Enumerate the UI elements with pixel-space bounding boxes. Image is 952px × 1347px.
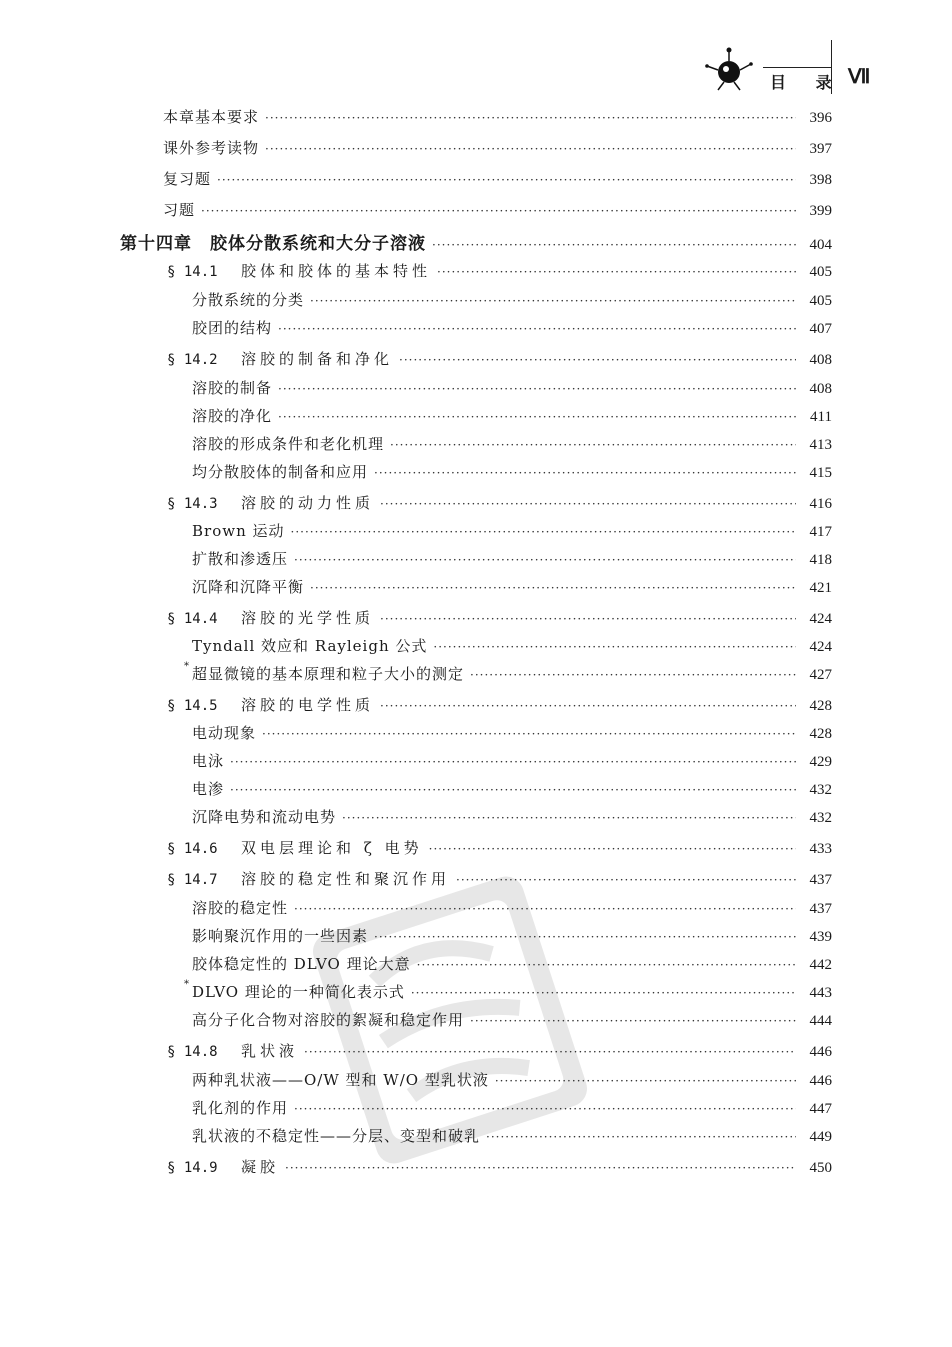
toc-page-number: 421	[809, 580, 832, 596]
toc-entry	[184, 661, 832, 685]
toc-leader-dots	[230, 755, 796, 769]
toc-page-number: 407	[809, 321, 832, 337]
toc-entry-title: 影响聚沉作用的一些因素	[192, 927, 369, 945]
toc-entry-title: 胶团的结构	[192, 319, 273, 337]
toc-entry-title: Brown 运动	[192, 522, 285, 540]
toc-page-number: 408	[809, 352, 832, 368]
toc-page-number: 411	[810, 409, 832, 425]
toc-leader-dots	[433, 640, 796, 654]
optional-marker-icon: *	[184, 661, 189, 672]
toc-section-entry	[167, 868, 832, 890]
toc-entry-title: 习题	[163, 201, 196, 219]
toc-leader-dots	[486, 1130, 796, 1144]
toc-page-number: 424	[809, 639, 832, 655]
toc-page-number: 405	[809, 264, 832, 280]
toc-section-number: § 14.1	[167, 264, 218, 280]
toc-entry	[192, 405, 832, 427]
toc-entry-title: 溶胶的电学性质	[241, 696, 375, 714]
toc-leader-dots	[285, 1161, 796, 1175]
toc-entry-title: 乳化剂的作用	[192, 1099, 289, 1117]
toc-entry-title: 均分散胶体的制备和应用	[192, 463, 369, 481]
toc-page-number: 408	[809, 381, 832, 397]
toc-section-number: § 14.2	[167, 352, 218, 368]
toc-section-entry	[167, 1040, 832, 1062]
toc-page-number: 399	[809, 203, 832, 219]
toc-page-number: 447	[809, 1101, 832, 1117]
toc-leader-dots	[278, 322, 796, 336]
toc-entry	[192, 1097, 832, 1119]
toc-entry-title: 沉降电势和流动电势	[192, 808, 337, 826]
toc-page-number: 428	[809, 726, 832, 742]
toc-entry-title: 溶胶的稳定性	[192, 899, 289, 917]
optional-marker-icon: *	[184, 979, 189, 990]
toc-page-number: 449	[809, 1129, 832, 1145]
toc-leader-dots	[495, 1074, 796, 1088]
toc-entry	[192, 722, 832, 744]
toc-section-number: § 14.5	[167, 698, 218, 714]
toc-entry-title: 胶体和胶体的基本特性	[241, 262, 432, 280]
toc-entry	[184, 979, 832, 1003]
toc-section-number: § 14.3	[167, 496, 218, 512]
toc-leader-dots	[470, 1014, 796, 1028]
toc-page-number: 429	[809, 754, 832, 770]
toc-entry-title: 溶胶的光学性质	[241, 609, 375, 627]
chemistry-mascot-icon	[704, 46, 754, 92]
toc-leader-dots	[437, 265, 796, 279]
toc-entry-title: 电渗	[192, 780, 225, 798]
toc-entry-title: 课外参考读物	[163, 139, 260, 157]
toc-leader-dots	[217, 173, 796, 187]
toc-leader-dots	[380, 497, 796, 511]
toc-page-number: 442	[809, 957, 832, 973]
toc-page-number: 405	[809, 293, 832, 309]
toc-entry-title: 两种乳状液——O/W 型和 W/O 型乳状液	[192, 1071, 489, 1089]
toc-entry	[192, 433, 832, 455]
toc-entry	[192, 377, 832, 399]
toc-leader-dots	[265, 142, 796, 156]
toc-leader-dots	[291, 525, 797, 539]
toc-entry-title: Tyndall 效应和 Rayleigh 公式	[192, 637, 428, 655]
toc-entry	[192, 635, 832, 657]
toc-entry-title: 胶体稳定性的 DLVO 理论大意	[192, 955, 411, 973]
toc-entry-title: 溶胶的形成条件和老化机理	[192, 435, 385, 453]
toc-page-number: 397	[809, 141, 832, 157]
toc-entry-title: 溶胶的制备和净化	[241, 350, 394, 368]
toc-section-entry	[167, 260, 832, 282]
toc-section-entry	[167, 607, 832, 629]
toc-page-number: 443	[809, 985, 832, 1001]
toc-leader-dots	[310, 294, 796, 308]
toc-entry-title: 乳状液的不稳定性——分层、变型和破乳	[192, 1127, 481, 1145]
toc-entry-title: 溶胶的稳定性和聚沉作用	[241, 870, 451, 888]
toc-entry	[163, 106, 832, 128]
toc-entry	[163, 168, 832, 190]
toc-entry	[192, 750, 832, 772]
toc-section-entry	[167, 348, 832, 370]
toc-page-number: 404	[809, 237, 832, 253]
toc-entry	[163, 199, 832, 221]
toc-entry	[192, 317, 832, 339]
toc-page-number: 432	[809, 782, 832, 798]
toc-leader-dots	[310, 581, 796, 595]
toc-leader-dots	[429, 842, 796, 856]
toc-page-number: 450	[809, 1160, 832, 1176]
toc-page-number: 424	[809, 611, 832, 627]
toc-leader-dots	[294, 1102, 796, 1116]
toc-leader-dots	[304, 1045, 796, 1059]
toc-leader-dots	[374, 930, 796, 944]
toc-section-entry	[167, 694, 832, 716]
toc-page-number: 428	[809, 698, 832, 714]
toc-section-entry	[167, 837, 832, 859]
toc-leader-dots	[411, 986, 796, 1000]
toc-entry-title: 溶胶的净化	[192, 407, 273, 425]
toc-leader-dots	[380, 612, 796, 626]
toc-entry-title: 第十四章 胶体分散系统和大分子溶液	[120, 234, 426, 254]
toc-leader-dots	[278, 410, 796, 424]
toc-page-number: 398	[809, 172, 832, 188]
toc-entry	[192, 461, 832, 483]
toc-entry-title: 超显微镜的基本原理和粒子大小的测定	[192, 665, 465, 683]
toc-page-number: 413	[809, 437, 832, 453]
toc-entry	[192, 520, 832, 542]
toc-entry-title: 溶胶的动力性质	[241, 494, 375, 512]
toc-page-number: 446	[809, 1044, 832, 1060]
toc-leader-dots	[262, 727, 796, 741]
toc-leader-dots	[456, 873, 796, 887]
toc-entry-title: 扩散和渗透压	[192, 550, 289, 568]
toc-leader-dots	[380, 699, 796, 713]
toc-page-number: 439	[809, 929, 832, 945]
toc-section-number: § 14.9	[167, 1160, 218, 1176]
toc-leader-dots	[432, 238, 796, 252]
toc-entry	[192, 1069, 832, 1091]
toc-leader-dots	[399, 353, 796, 367]
toc-entry-title: 溶胶的制备	[192, 379, 273, 397]
toc-entry	[192, 1009, 832, 1031]
toc-page-number: 427	[809, 667, 832, 683]
toc-page-number: 417	[809, 524, 832, 540]
toc-page-number: 437	[809, 872, 832, 888]
toc-entry	[192, 925, 832, 947]
toc-leader-dots	[417, 958, 796, 972]
toc-leader-dots	[294, 902, 796, 916]
toc-entry-title: DLVO 理论的一种简化表示式	[192, 983, 405, 1001]
toc-section-number: § 14.8	[167, 1044, 218, 1060]
toc-page-number: 418	[809, 552, 832, 568]
toc-entry	[192, 953, 832, 975]
toc-entry	[192, 548, 832, 570]
toc-chapter-entry	[120, 229, 832, 254]
toc-leader-dots	[294, 553, 796, 567]
toc-entry-title: 双电层理论和 ζ 电势	[241, 839, 423, 857]
toc-entry	[192, 806, 832, 828]
toc-entry	[163, 137, 832, 159]
toc-section-number: § 14.7	[167, 872, 218, 888]
toc-entry	[192, 289, 832, 311]
toc-section-number: § 14.4	[167, 611, 218, 627]
toc-entry	[192, 1125, 832, 1147]
toc-page-number: 444	[809, 1013, 832, 1029]
toc-entry-title: 沉降和沉降平衡	[192, 578, 305, 596]
toc-entry	[192, 897, 832, 919]
toc-page-number: 415	[809, 465, 832, 481]
toc-entry-title: 高分子化合物对溶胶的絮凝和稳定作用	[192, 1011, 465, 1029]
toc-page-number: 437	[809, 901, 832, 917]
toc-entry-title: 本章基本要求	[163, 108, 260, 126]
toc-leader-dots	[230, 783, 796, 797]
toc-page-number: 416	[809, 496, 832, 512]
toc-section-entry	[167, 492, 832, 514]
header-title: 目 录	[770, 73, 844, 92]
toc-section-number: § 14.6	[167, 841, 218, 857]
toc-entry	[192, 778, 832, 800]
toc-page-number: 446	[809, 1073, 832, 1089]
toc-section-entry	[167, 1156, 832, 1178]
toc-leader-dots	[278, 382, 796, 396]
toc-leader-dots	[342, 811, 796, 825]
toc-page-number: 396	[809, 110, 832, 126]
toc-leader-dots	[374, 466, 796, 480]
toc-entry-title: 电泳	[192, 752, 225, 770]
header-rule-horizontal	[763, 67, 831, 68]
toc-entry-title: 乳状液	[241, 1042, 299, 1060]
toc-page-number: 433	[809, 841, 832, 857]
toc-entry-title: 凝胶	[241, 1158, 280, 1176]
toc-page-number: 432	[809, 810, 832, 826]
toc-leader-dots	[390, 438, 796, 452]
toc-entry	[192, 576, 832, 598]
toc-leader-dots	[201, 204, 796, 218]
toc-entry-title: 复习题	[163, 170, 212, 188]
toc-leader-dots	[470, 668, 796, 682]
toc-entry-title: 分散系统的分类	[192, 291, 305, 309]
header-page-number: Ⅶ	[848, 66, 871, 88]
toc-leader-dots	[265, 111, 796, 125]
toc-entry-title: 电动现象	[192, 724, 257, 742]
